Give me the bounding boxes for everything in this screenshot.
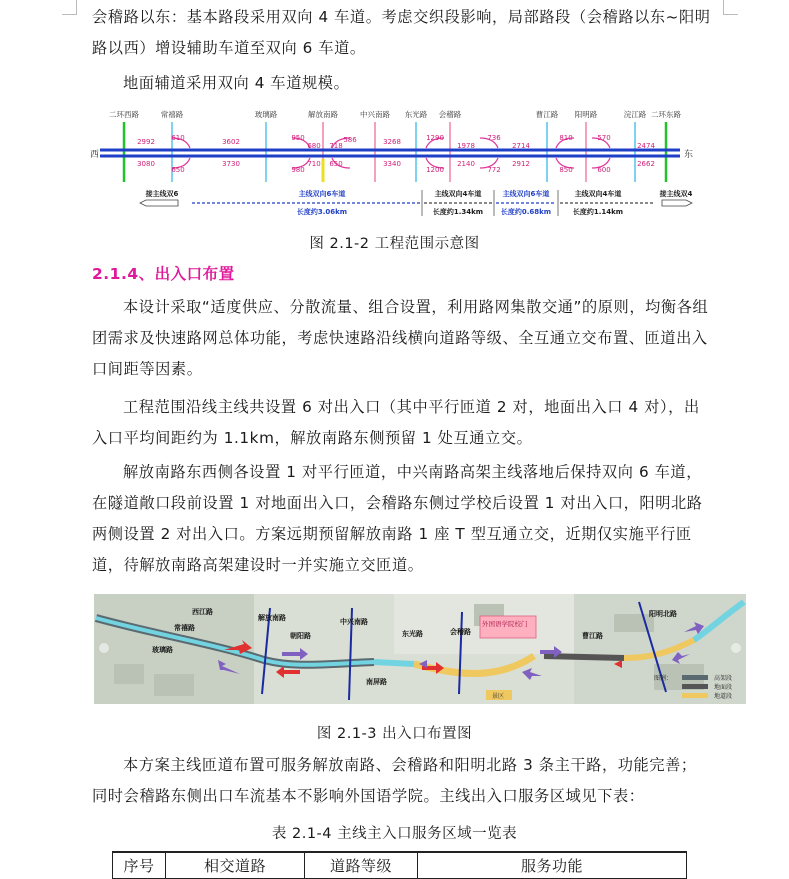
distance-top: 3602 (222, 138, 240, 146)
table-header-index: 序号 (113, 852, 166, 879)
distance-top: 680 (307, 142, 321, 150)
road-label: 常禧路 (160, 110, 184, 119)
project-scope-diagram (86, 104, 706, 222)
page-corner-mark (723, 0, 738, 15)
distance-top: 950 (291, 134, 305, 142)
map-label: 曹江路 (582, 632, 603, 640)
distance-top: 718 (329, 142, 343, 150)
distance-bottom: 650 (329, 160, 343, 168)
distance-bottom: 600 (597, 166, 611, 174)
road-label: 解放南路 (308, 110, 338, 119)
distance-top: 3268 (383, 138, 401, 146)
map-label: 东光路 (402, 630, 423, 638)
figure-caption-scope: 图 2.1-2 工程范围示意图 (309, 236, 480, 252)
service-area-table (112, 851, 687, 879)
road-label: 阳明路 (574, 110, 598, 119)
legend-tunnel: 地道段 (714, 693, 733, 700)
map-label: 阳明北路 (649, 610, 677, 618)
table-header-road: 相交道路 (166, 852, 305, 879)
paragraph-entrance-count: 工程范围沿线主线共设置 6 对出入口（其中平行匝道 2 对，地面出入口 4 对），出入口平均间距约为 1.1km，解放南路东侧预留 1 处互通立交。 (92, 398, 700, 447)
distance-bottom: 980 (291, 166, 305, 174)
distance-bottom: 2662 (637, 160, 655, 168)
distance-top: 570 (597, 134, 611, 142)
road-label: 二环西路 (109, 110, 139, 119)
section-right-end: 接主线双4 (659, 190, 693, 198)
distance-bottom: 3730 (222, 160, 240, 168)
table-header-row (113, 852, 687, 879)
table-header-grade: 道路等级 (305, 852, 418, 879)
distance-bottom: 2140 (457, 160, 475, 168)
section-main-2: 主线双向4车道 (434, 190, 482, 198)
distance-top: 736 (487, 134, 501, 142)
map-label: 解放南路 (258, 614, 286, 622)
distance-top: 1978 (457, 142, 475, 150)
page-corner-mark (62, 0, 77, 15)
map-label: 西江路 (192, 608, 213, 616)
section-length-4: 长度约1.14km (572, 208, 624, 216)
section-length-2: 长度约1.34km (432, 208, 484, 216)
distance-top: 2474 (637, 142, 655, 150)
paragraph-entrance-detail: 解放南路东西侧各设置 1 对平行匝道，中兴南路高架主线落地后保持双向 6 车道，在隧道敞口段前设置 1 对地面出入口，会稽路东侧过学校后设置 1 对出入口，阳明北路两侧设置 2 对出入口。方案远期预留解放南路 1 座 T 型互通立交，近期仅实施平行匝道，待解放南路高架建设时一并实施立交匝道。 (92, 463, 703, 574)
section-length-1: 长度约3.06km (296, 208, 348, 216)
distance-bottom: 1200 (426, 166, 444, 174)
road-label: 中兴南路 (360, 110, 390, 119)
distance-top: 2714 (512, 142, 530, 150)
section-main-3: 主线双向6车道 (502, 190, 550, 198)
map-label: 南屏路 (366, 678, 387, 686)
distance-bottom: 650 (171, 166, 185, 174)
figure-caption-entrances: 图 2.1-3 出入口布置图 (316, 726, 473, 742)
road-label: 玻璃路 (254, 110, 278, 119)
section-main-1: 主线双向6车道 (298, 190, 346, 198)
legend-elevated: 高架段 (714, 675, 733, 682)
section-main-4: 主线双向4车道 (574, 190, 622, 198)
legend-ground: 地面段 (714, 684, 733, 691)
map-label: 朝阳路 (290, 632, 311, 640)
scenic-area-label: 景区 (492, 693, 505, 700)
entrance-layout-map (94, 594, 746, 704)
legend-title: 图例： (654, 675, 673, 682)
table-header-function: 服务功能 (418, 852, 687, 879)
section-left-end: 接主线双6 (145, 190, 179, 198)
school-gate-label: 外国语学院校门 (482, 620, 528, 628)
east-label: 东 (684, 150, 694, 160)
paragraph-lane-east: 会稽路以东：基本路段采用双向 4 车道。考虑交织段影响，局部路段（会稽路以东~阳明路以西）增设辅助车道至双向 6 车道。 (92, 8, 711, 57)
west-label: 西 (90, 150, 100, 160)
paragraph-auxiliary-road: 地面辅道采用双向 4 车道规模。 (123, 74, 350, 92)
distance-bottom: 772 (487, 166, 501, 174)
road-label: 东光路 (404, 110, 428, 119)
map-label: 玻璃路 (152, 646, 173, 654)
map-label: 中兴南路 (340, 618, 368, 626)
distance-top: 2992 (137, 138, 155, 146)
distance-top: 586 (343, 136, 357, 144)
road-label: 二环东路 (651, 110, 681, 119)
section-length-3: 长度约0.68km (500, 208, 552, 216)
table-caption: 表 2.1-4 主线主入口服务区域一览表 (271, 826, 518, 842)
paragraph-design-principle: 本设计采取“适度供应、分散流量、组合设置，利用路网集散交通”的原则，均衡各组团需求及快速路网总体功能，考虑快速路沿线横向道路等级、全互通立交布置、匝道出入口间距等因素。 (92, 298, 709, 378)
distance-bottom: 3340 (383, 160, 401, 168)
distance-top: 810 (559, 134, 573, 142)
paragraph-service-scope: 本方案主线匝道布置可服务解放南路、会稽路和阳明北路 3 条主干路，功能完善；同时会稽路东侧出口车流基本不影响外国语学院。主线出入口服务区域见下表： (92, 756, 697, 805)
road-label: 曹江路 (535, 110, 559, 119)
section-heading-entrances: 2.1.4、出入口布置 (92, 265, 235, 283)
map-label: 常禧路 (174, 624, 195, 632)
distance-bottom: 710 (307, 160, 321, 168)
distance-bottom: 2912 (512, 160, 530, 168)
distance-bottom: 3080 (137, 160, 155, 168)
map-label: 会稽路 (450, 628, 471, 636)
road-label: 会稽路 (438, 110, 462, 119)
road-label: 浣江路 (623, 110, 647, 119)
distance-top: 1290 (426, 134, 444, 142)
distance-top: 610 (171, 134, 185, 142)
distance-bottom: 850 (559, 166, 573, 174)
